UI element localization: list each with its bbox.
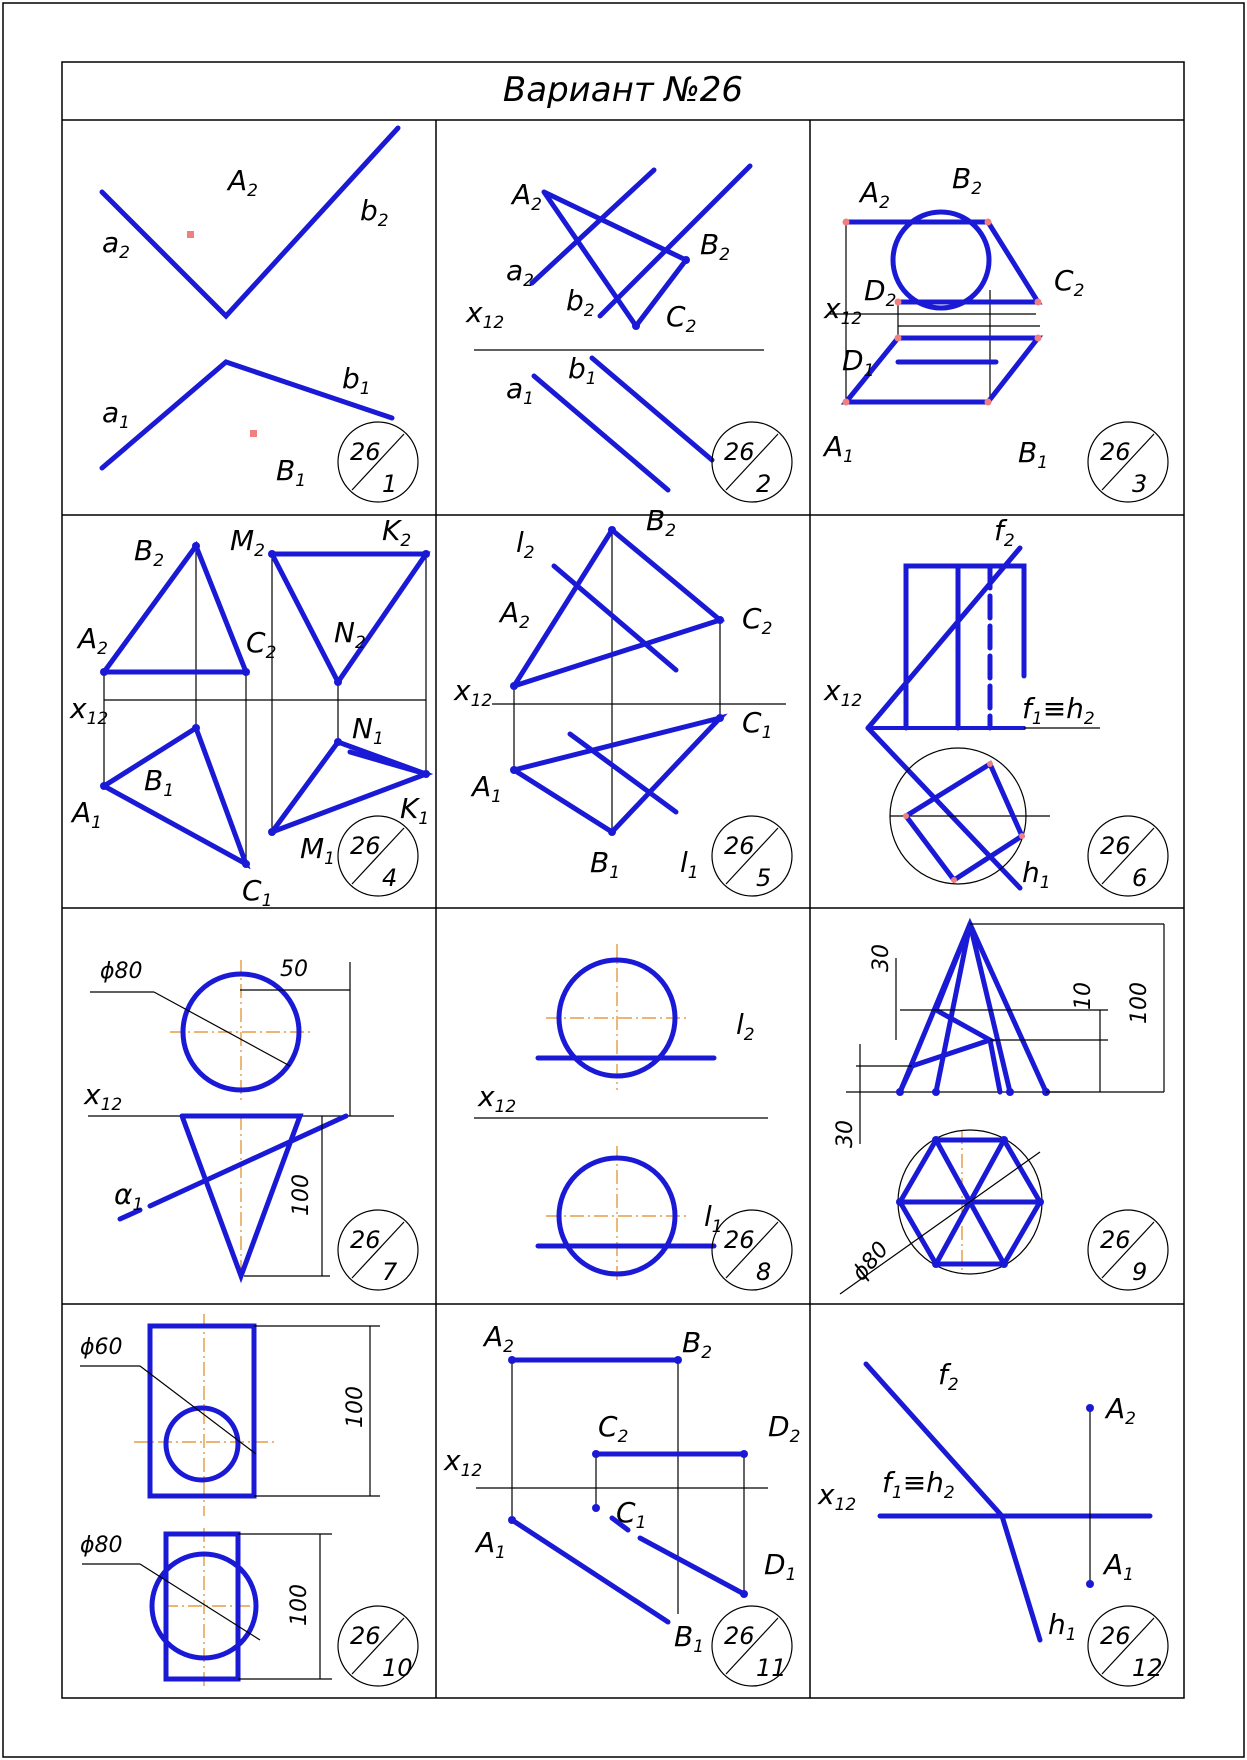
badge-variant: 26	[724, 832, 755, 860]
label-x12: $x_{12}$	[818, 1478, 857, 1515]
label-A2: $A_2$	[500, 596, 530, 633]
line-b2	[600, 166, 750, 316]
line-b1	[592, 358, 712, 460]
label-D2: $D_2$	[864, 274, 897, 311]
label-phi80: ϕ80	[100, 959, 143, 984]
label-B2: $B_2$	[134, 534, 165, 571]
label-h1: $h_1$	[1048, 1608, 1077, 1645]
label-C2: $C_2$	[742, 602, 773, 639]
label-100b: 100	[287, 1584, 312, 1626]
label-l2: $l_2$	[736, 1008, 755, 1045]
label-a1: $a_1$	[506, 372, 534, 409]
label-x12: $x_{12}$	[84, 1078, 123, 1115]
shape-projection-1	[846, 338, 1038, 402]
badge-variant: 26	[350, 832, 381, 860]
label-100: 100	[289, 1174, 314, 1216]
variant-badge-12	[1088, 1606, 1168, 1686]
label-h1: $h_1$	[1022, 856, 1051, 893]
badge-task-number: 6	[1132, 864, 1148, 892]
circle-2	[166, 1408, 238, 1480]
label-alpha1: $\alpha_1$	[114, 1178, 144, 1215]
label-K1: $K_1$	[400, 792, 430, 829]
variant-badge-1	[338, 422, 418, 502]
label-A1: $A_1$	[72, 796, 102, 833]
label-A1: $A_1$	[824, 430, 854, 467]
point-C2	[632, 322, 640, 330]
label-D1: $D_1$	[842, 344, 875, 381]
square-1	[906, 764, 1022, 880]
label-phi80: ϕ80	[80, 1533, 123, 1558]
variant-badge-5	[712, 816, 792, 896]
variant-badge-11	[712, 1606, 792, 1686]
badge-task-number: 3	[1132, 470, 1148, 498]
label-B1: $B_1$	[590, 846, 621, 883]
variant-badge-6	[1088, 816, 1168, 896]
label-b2: $b_2$	[360, 194, 389, 231]
label-l1: $l_1$	[704, 1200, 723, 1237]
badge-task-number: 10	[382, 1654, 413, 1682]
label-phi60: ϕ60	[80, 1335, 123, 1360]
dim-phi60	[140, 1366, 256, 1454]
label-B1: $B_1$	[1018, 436, 1049, 473]
label-f1-h2: $f_1\equiv h_2$	[1022, 692, 1095, 729]
label-D1: $D_1$	[764, 1548, 797, 1585]
label-50: 50	[280, 957, 308, 982]
label-B2: $B_2$	[646, 504, 677, 541]
badge-task-number: 5	[756, 864, 772, 892]
prism-2	[906, 566, 1024, 728]
cell-7	[83, 957, 394, 1278]
label-x12: $x_{12}$	[824, 674, 863, 711]
point-b1-marker	[250, 430, 257, 437]
variant-badge-4	[338, 816, 418, 896]
label-B1: $B_1$	[276, 454, 307, 491]
label-B2: $B_2$	[952, 162, 983, 199]
cell-6	[823, 514, 1100, 893]
rect-2	[150, 1326, 254, 1496]
label-f1-h2: $f_1\equiv h_2$	[882, 1466, 955, 1503]
badge-variant: 26	[350, 438, 381, 466]
cut-edge-3	[900, 1066, 912, 1092]
point-A1	[1086, 1580, 1094, 1588]
cell-1	[102, 128, 398, 491]
label-x12: $x_{12}$	[444, 1444, 483, 1481]
label-x12: $x_{12}$	[478, 1080, 517, 1117]
badge-task-number: 4	[382, 864, 398, 892]
line-a1	[534, 376, 668, 490]
label-f2: $f_2$	[994, 514, 1015, 551]
label-M1: $M_1$	[300, 832, 335, 869]
badge-variant: 26	[1100, 832, 1131, 860]
label-C1: $C_1$	[742, 706, 773, 743]
label-a2: $a_2$	[506, 254, 534, 291]
label-100a: 100	[343, 1386, 368, 1428]
points	[508, 1356, 748, 1598]
variant-badge-3	[1088, 422, 1168, 502]
label-A2: $A_2$	[860, 176, 890, 213]
badge-task-number: 11	[756, 1654, 787, 1682]
label-C2: $C_2$	[666, 300, 697, 337]
label-A1: $A_1$	[476, 1526, 506, 1563]
cell-3	[822, 162, 1084, 473]
label-A2: $A_2$	[512, 178, 542, 215]
label-B2: $B_2$	[700, 228, 731, 265]
cell-2	[465, 166, 764, 490]
label-A1: $A_1$	[1104, 1548, 1134, 1585]
badge-variant: 26	[1100, 1622, 1131, 1650]
grid	[62, 120, 1184, 1698]
label-C2: $C_2$	[1054, 264, 1085, 301]
label-100: 100	[1127, 982, 1152, 1024]
label-C2: $C_2$	[598, 1410, 629, 1447]
label-a2: $a_2$	[102, 226, 130, 263]
badge-variant: 26	[350, 1622, 381, 1650]
segment-nk-1	[350, 752, 426, 774]
label-x12: $x_{12}$	[70, 692, 109, 729]
cell-5	[453, 504, 786, 883]
badge-task-number: 9	[1132, 1258, 1148, 1286]
plane-alpha1	[150, 1116, 346, 1206]
line-cd-1	[640, 1538, 744, 1594]
circle-2	[893, 212, 989, 308]
cell-12	[817, 1358, 1150, 1645]
point-B2	[682, 256, 690, 264]
badge-task-number: 12	[1132, 1654, 1163, 1682]
cell-10	[80, 1314, 380, 1690]
label-phi80: ϕ80	[847, 1237, 894, 1286]
page-title: Вариант №26	[502, 70, 744, 110]
badge-variant: 26	[724, 1622, 755, 1650]
label-l1: $l_1$	[680, 846, 699, 883]
variant-badge-9	[1088, 1210, 1168, 1290]
point-a2-marker	[187, 231, 194, 238]
label-B1: $B_1$	[144, 764, 175, 801]
label-10: 10	[1071, 982, 1096, 1010]
variant-badge-10	[338, 1606, 418, 1686]
label-b1: $b_1$	[342, 362, 371, 399]
edge-2	[970, 924, 1010, 1092]
badge-variant: 26	[724, 438, 755, 466]
pyramid-2	[900, 924, 1046, 1092]
line-l1	[570, 734, 676, 812]
line-a2-b2	[102, 128, 398, 316]
label-A1: $A_1$	[472, 770, 502, 807]
label-B2: $B_2$	[682, 1326, 713, 1363]
label-C1: $C_1$	[242, 874, 273, 911]
badge-task-number: 2	[756, 470, 772, 498]
edge-1	[936, 924, 970, 1092]
badge-task-number: 1	[382, 470, 398, 498]
label-30a: 30	[869, 944, 894, 972]
label-K2: $K_2$	[382, 514, 412, 551]
variant-badge-2	[712, 422, 792, 502]
label-l2: $l_2$	[516, 526, 535, 563]
variant-badge-7	[338, 1210, 418, 1290]
label-A2: $A_2$	[1106, 1392, 1136, 1429]
label-D2: $D_2$	[768, 1410, 801, 1447]
label-C1: $C_1$	[616, 1496, 647, 1533]
triangle-abc-1	[514, 718, 720, 832]
badge-task-number: 7	[382, 1258, 398, 1286]
badge-variant: 26	[1100, 438, 1131, 466]
label-B1: $B_1$	[674, 1620, 705, 1657]
badge-task-number: 8	[756, 1258, 772, 1286]
point-A2	[1086, 1404, 1094, 1412]
badge-variant: 26	[1100, 1226, 1131, 1254]
triangle-abc-1	[104, 728, 246, 864]
triangle-abc-2	[514, 530, 720, 686]
label-N2: $N_2$	[334, 616, 366, 653]
label-b1: $b_1$	[568, 352, 597, 389]
label-A2: $A_2$	[484, 1320, 514, 1357]
badge-variant: 26	[724, 1226, 755, 1254]
label-C2: $C_2$	[246, 626, 277, 663]
label-A2: $A_2$	[78, 622, 108, 659]
label-x12: $x_{12}$	[466, 296, 505, 333]
label-x12: $x_{12}$	[824, 292, 863, 329]
line-h1	[1002, 1516, 1040, 1640]
triangle-abc-2	[104, 546, 246, 672]
points	[100, 542, 430, 868]
dim-phi80	[154, 992, 290, 1066]
label-x12: $x_{12}$	[454, 674, 493, 711]
label-a1: $a_1$	[102, 396, 130, 433]
variant-badge-8	[712, 1210, 792, 1290]
line-f2	[868, 548, 1020, 728]
label-N1: $N_1$	[352, 712, 384, 749]
label-30b: 30	[833, 1120, 858, 1148]
label-A2: $A_2$	[228, 164, 258, 201]
label-f2: $f_2$	[938, 1358, 959, 1395]
line-ab-1	[512, 1520, 668, 1622]
label-b2: $b_2$	[566, 284, 595, 321]
label-M2: $M_2$	[230, 524, 265, 561]
badge-variant: 26	[350, 1226, 381, 1254]
